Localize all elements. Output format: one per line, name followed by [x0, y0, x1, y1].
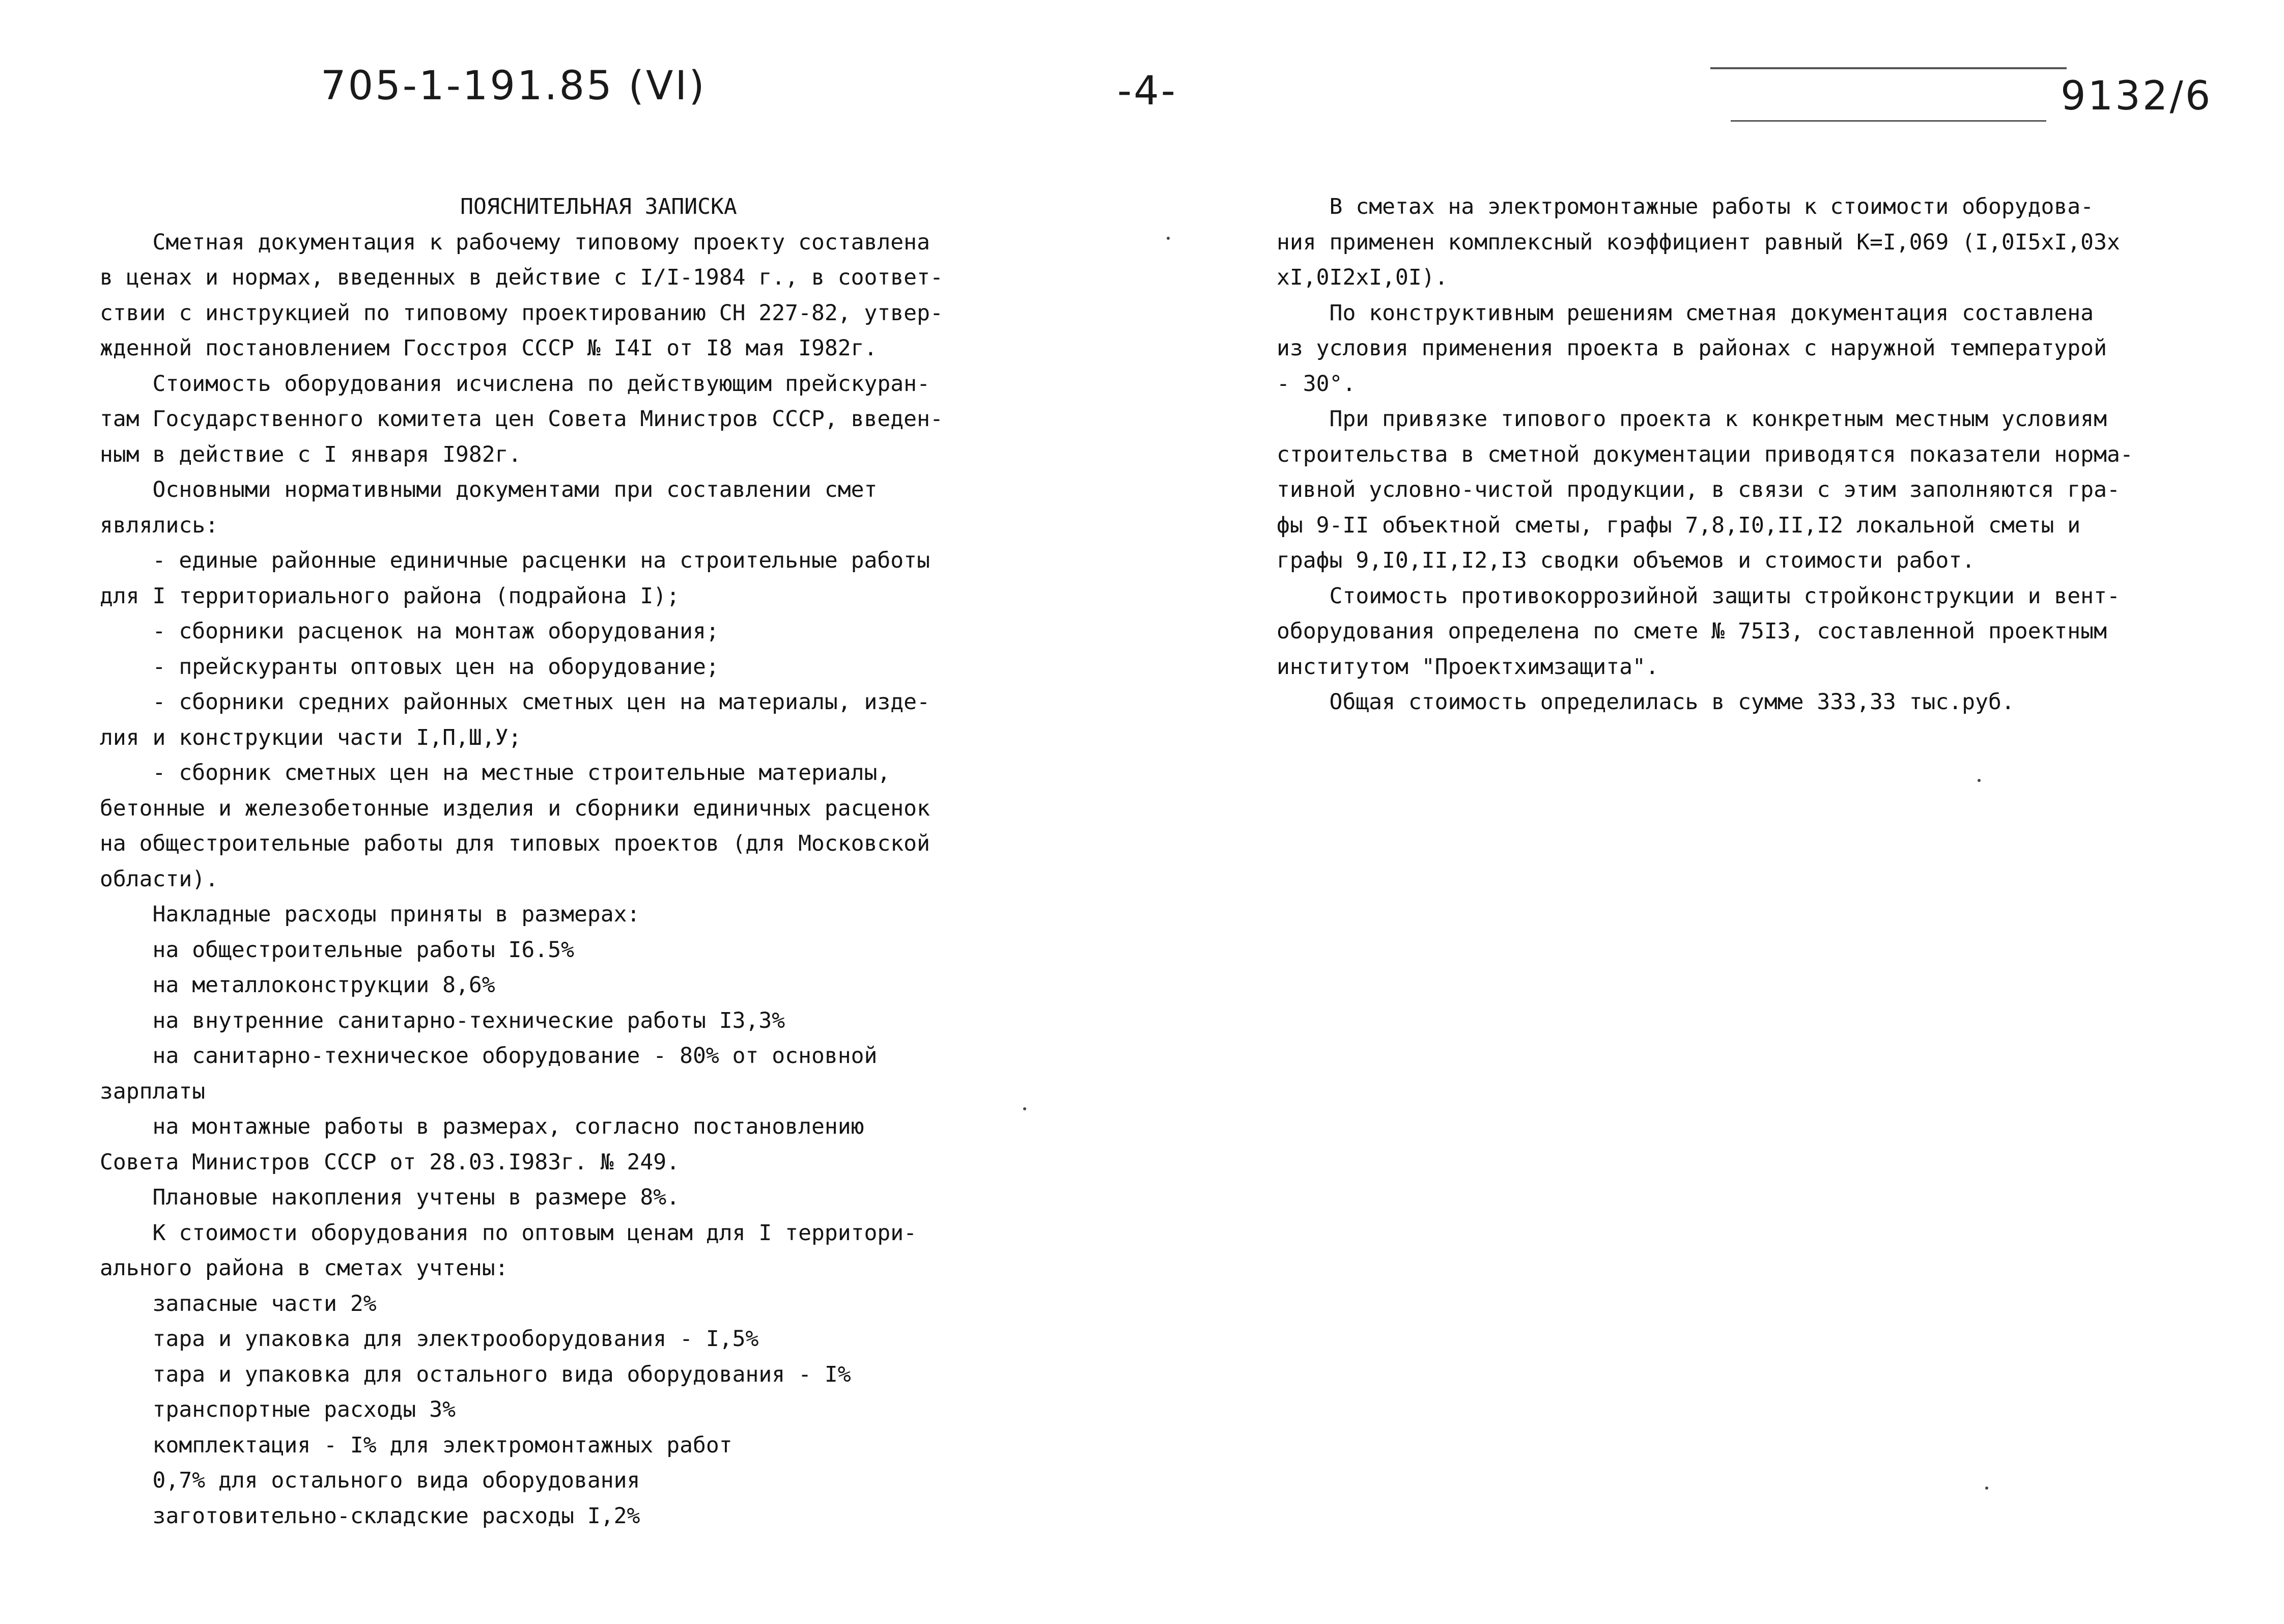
text-line: на общестроительные работы I6.5% [100, 937, 574, 963]
text-line: бетонные и железобетонные изделия и сборники единичных расценок [100, 795, 930, 821]
text-line: В сметах на электромонтажные работы к стоимости оборудова- [1277, 194, 2094, 219]
text-line: По конструктивным решениям сметная документация составлена [1277, 300, 2094, 326]
text-line: Накладные расходы приняты в размерах: [100, 902, 640, 927]
text-line: оборудования определена по смете № 75I3, составленной проектным [1277, 619, 2107, 644]
text-line: 0,7% для остального вида оборудования [100, 1468, 640, 1493]
text-line: в ценах и нормах, введенных в действие с I/I-1984 г., в соответ- [100, 265, 943, 290]
text-line: тара и упаковка для остального вида оборудования - I% [100, 1361, 851, 1387]
text-line: фы 9-II объектной сметы, графы 7,8,I0,II,I2 локальной сметы и [1277, 512, 2081, 538]
text-line: комплектация - I% для электромонтажных работ [100, 1432, 732, 1458]
text-line: там Государственного комитета цен Совета Министров СССР, введен- [100, 406, 943, 432]
section-title: ПОЯСНИТЕЛЬНАЯ ЗАПИСКА [460, 194, 737, 219]
text-line: запасные части 2% [100, 1291, 377, 1317]
text-line: xI,0I2xI,0I). [1277, 265, 1448, 290]
text-line: - сборники расценок на монтаж оборудования; [100, 619, 719, 644]
scan-speck [1985, 1487, 1988, 1490]
page-number: -4- [1117, 68, 1177, 114]
text-line: на санитарно-техническое оборудование - 80% от основной [100, 1043, 878, 1069]
text-line: - сборник сметных цен на местные строительные материалы, [100, 760, 891, 786]
text-line: для I территориального района (подрайона I); [100, 583, 680, 609]
text-line: графы 9,I0,II,I2,I3 сводки объемов и стоимости работ. [1277, 548, 1976, 573]
text-line: на внутренние санитарно-технические работы I3,3% [100, 1007, 785, 1033]
text-line: Сметная документация к рабочему типовому проекту составлена [100, 229, 930, 255]
text-line: ным в действие с I января I982г. [100, 441, 522, 467]
text-line: ального района в сметах учтены: [100, 1255, 509, 1281]
text-line: лия и конструкции части I,П,Ш,У; [100, 724, 522, 750]
text-line: тара и упаковка для электрооборудования - I,5% [100, 1326, 759, 1352]
text-line: - единые районные единичные расценки на строительные работы [100, 548, 930, 573]
text-line: жденной постановлением Госстроя СССР № I4I от I8 мая I982г. [100, 335, 878, 361]
left-column [100, 189, 1097, 1534]
text-line: институтом "Проектхимзащита". [1277, 654, 1659, 680]
sheet-number: 9132/6 [2061, 73, 2213, 119]
text-line: тивной условно-чистой продукции, в связи с этим заполняются гра- [1277, 477, 2120, 502]
text-line: ния применен комплексный коэффициент равный K=I,069 (I,0I5xI,03x [1277, 229, 2120, 255]
header-rule-bottom [1731, 120, 2046, 122]
text-line: ствии с инструкцией по типовому проектированию СН 227-82, утвер- [100, 300, 943, 326]
scan-speck [1023, 1107, 1026, 1110]
text-line: При привязке типового проекта к конкретным местным условиям [1277, 406, 2107, 432]
text-line: строительства в сметной документации приводятся показатели норма- [1277, 441, 2133, 467]
text-line: на металлоконструкции 8,6% [100, 972, 495, 998]
text-line: транспортные расходы 3% [100, 1397, 456, 1422]
text-line: К стоимости оборудования по оптовым ценам для I территори- [100, 1220, 917, 1246]
document-code: 705-1-191.85 (VI) [321, 63, 707, 109]
text-line: Стоимость противокоррозийной защиты стройконструкции и вент- [1277, 583, 2120, 609]
text-line: из условия применения проекта в районах с наружной температурой [1277, 335, 2107, 361]
text-line: области). [100, 866, 218, 892]
text-line: на монтажные работы в размерах, согласно постановлению [100, 1114, 864, 1139]
text-line: Основными нормативными документами при составлении смет [100, 477, 878, 502]
text-line: - сборники средних районных сметных цен на материалы, изде- [100, 689, 930, 715]
text-line: - прейскуранты оптовых цен на оборудование; [100, 654, 719, 680]
header-rule-top [1710, 67, 2067, 69]
text-line: на общестроительные работы для типовых проектов (для Московской [100, 831, 930, 856]
text-line: Стоимость оборудования исчислена по действующим прейскуран- [100, 371, 930, 397]
text-line: зарплаты [100, 1078, 206, 1104]
text-line: Совета Министров СССР от 28.03.I983г. № 249. [100, 1149, 680, 1175]
scan-speck [1167, 237, 1170, 240]
right-column [1277, 189, 2259, 720]
scan-speck [1978, 779, 1981, 782]
text-line: Общая стоимость определилась в сумме 333,33 тыс.руб. [1277, 689, 2015, 715]
text-line: Плановые накопления учтены в размере 8%. [100, 1185, 680, 1210]
text-line: являлись: [100, 512, 218, 538]
text-line: заготовительно-складские расходы I,2% [100, 1503, 640, 1529]
text-line: - 30°. [1277, 371, 1356, 397]
